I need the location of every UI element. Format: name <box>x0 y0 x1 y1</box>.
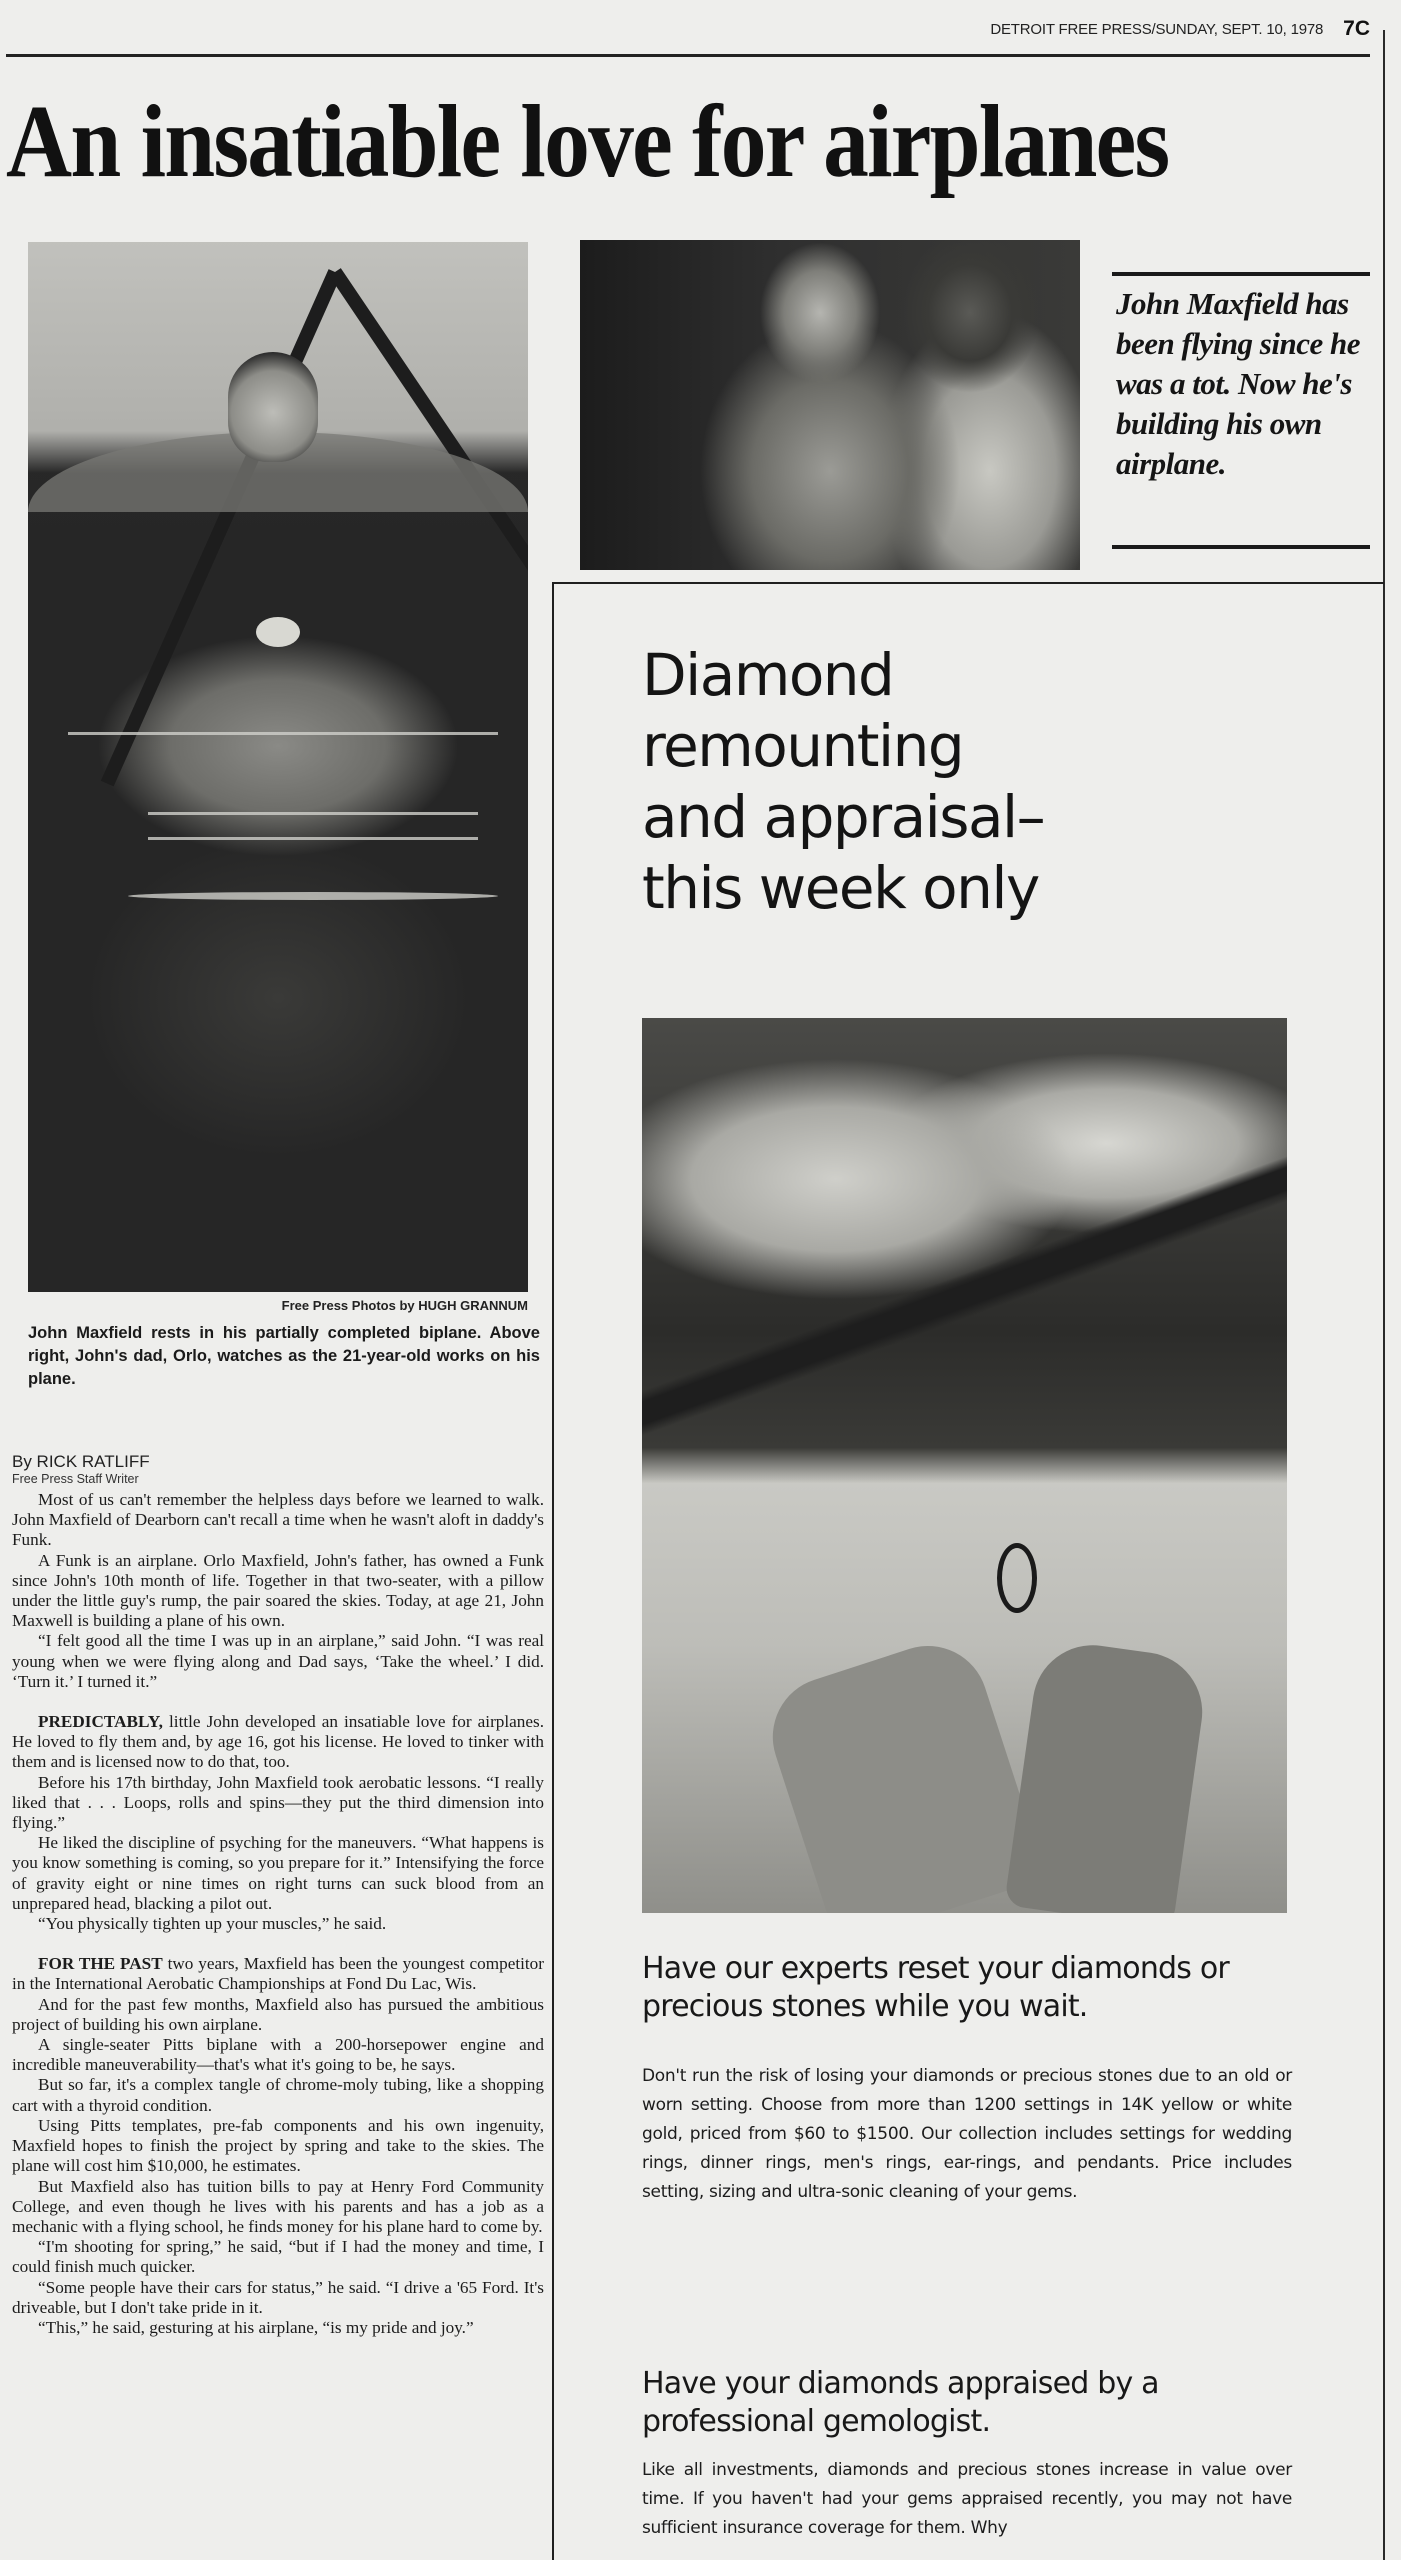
article-paragraph: Using Pitts templates, pre-fab components and his own ingenuity, Maxfield hopes to finish the project by spring and take to the skies. The plane will cost him $10,000, he estimates. <box>12 2115 544 2176</box>
article-paragraph: A Funk is an airplane. Orlo Maxfield, John's father, has owned a Funk since John's 10th month of life. Together in that two-seater, with a pillow under the little guy's rump, the pair soared the skies. Today, at age 21, John Maxwell is building a plane of his own. <box>12 1550 544 1631</box>
photo-pilot-face <box>228 352 318 462</box>
ad-photo-thumb <box>1004 1637 1210 1913</box>
ad-photo-ring <box>997 1543 1037 1613</box>
article-paragraph: A single-seater Pitts biplane with a 200-horsepower engine and incredible maneuverability—that's what it's going to be, he says. <box>12 2035 544 2075</box>
article-paragraph: He liked the discipline of psyching for the maneuvers. “What happens is you know something is coming, so you prepare for it.” Intensifying the force of gravity eight or nine times on right turns can suck blood from an unprepared head, blacking a pilot out. <box>12 1833 544 1913</box>
article-paragraph: “Some people have their cars for status,” he said. “I drive a '65 Ford. It's driveable, but I don't take pride in it. <box>12 2277 544 2317</box>
article-paragraph: But Maxfield also has tuition bills to pay at Henry Ford Community College, and even though he lives with his parents and has a job as a mechanic with a flying school, he finds money for his plane hard to come by. <box>12 2176 544 2236</box>
ad-photo-ring-setting <box>642 1018 1287 1913</box>
article-paragraph: Before his 17th birthday, John Maxfield took aerobatic lessons. “I really liked that . . . Loops, rolls and spins—they put the third dimension into flying.” <box>12 1772 544 1833</box>
article-paragraph: “I felt good all the time I was up in an airplane,” said John. “I was real young when we were flying along and Dad says, ‘Take the wheel.’ I did. ‘Turn it.’ I turned it.” <box>12 1631 544 1691</box>
photo-cutline: John Maxfield rests in his partially completed biplane. Above right, John's dad, Orlo, watches as the 21-year-old works on his plane. <box>28 1324 540 1388</box>
pullquote-rule-bottom <box>1112 545 1370 549</box>
lead-in: PREDICTABLY, <box>38 1712 163 1732</box>
ad-subheading-appraisal: Have your diamonds appraised by a professional gemologist. <box>642 2366 1159 2439</box>
photo-credit: Free Press Photos by HUGH GRANNUM <box>281 1298 528 1313</box>
pullquote-rule-top <box>1112 272 1370 276</box>
ad-headline: Diamond remounting and appraisal– this week only <box>642 641 1045 922</box>
article-paragraph: “This,” he said, gesturing at his airplane, “is my pride and joy.” <box>38 2317 474 2337</box>
photo-strut-left <box>101 269 342 786</box>
ad-body-reset: Don't run the risk of losing your diamonds or precious stones due to an old or worn setting. Choose from more than 1200 settings in 14K yellow or white gold, priced from $60 to $1500. Our collection includes settings for wedding rings, dinner rings, men's rings, ear-rings, and pendants. Price includes setting, sizing and ultra-sonic cleaning of your gems. <box>642 2066 1292 2202</box>
publication-date: DETROIT FREE PRESS/SUNDAY, SEPT. 10, 1978 <box>990 20 1324 38</box>
byline-name: By RICK RATLIFF <box>12 1452 150 1471</box>
article-paragraph-subhead: PREDICTABLY, little John developed an insatiable love for airplanes. He loved to fly them and, by age 16, got his license. He loved to tinker with them and is licensed now to do that, too. <box>12 1712 544 1772</box>
photo-father-son <box>580 240 1080 570</box>
folio-line <box>940 14 1370 44</box>
lead-in: FOR THE PAST <box>38 1954 163 1974</box>
article-paragraph: Most of us can't remember the helpless days before we learned to walk. John Maxfield of Dearborn can't recall a time when he wasn't aloft in daddy's Funk. <box>12 1490 544 1550</box>
photo-hub <box>256 617 300 647</box>
photo-detail-line <box>148 837 478 840</box>
pullquote: John Maxfield has been flying since he was a tot. Now he's building his own airplane. <box>1116 286 1360 481</box>
page-number: 7C <box>1343 17 1370 40</box>
photo-detail-line <box>128 892 498 900</box>
photo-cockpit <box>28 242 528 1292</box>
top-rule <box>6 54 1370 57</box>
article-paragraph: “I'm shooting for spring,” he said, “but if I had the money and time, I could finish much quicker. <box>12 2237 544 2277</box>
ad-body-appraisal: Like all investments, diamonds and precious stones increase in value over time. If you haven't had your gems appraised recently, you may not have sufficient insurance coverage for them. Why <box>642 2460 1292 2538</box>
article-body <box>12 1490 544 2338</box>
article-headline: An insatiable love for airplanes <box>6 84 1169 199</box>
article-paragraph: But so far, it's a complex tangle of chrome-moly tubing, like a shopping cart with a thyroid condition. <box>12 2075 544 2115</box>
byline-title: Free Press Staff Writer <box>12 1472 139 1486</box>
article-paragraph: And for the past few months, Maxfield also has pursued the ambitious project of building his own airplane. <box>12 1994 544 2034</box>
article-paragraph-subhead: FOR THE PAST two years, Maxfield has been the youngest competitor in the International Aerobatic Championships at Fond Du Lac, Wis. <box>12 1954 544 1994</box>
photo-detail-line <box>148 812 478 815</box>
photo-detail-line <box>68 732 498 735</box>
ad-photo-finger <box>757 1630 1047 1913</box>
ad-subheading-reset: Have our experts reset your diamonds or precious stones while you wait. <box>642 1951 1229 2024</box>
article-paragraph: “You physically tighten up your muscles,” he said. <box>38 1914 387 1934</box>
